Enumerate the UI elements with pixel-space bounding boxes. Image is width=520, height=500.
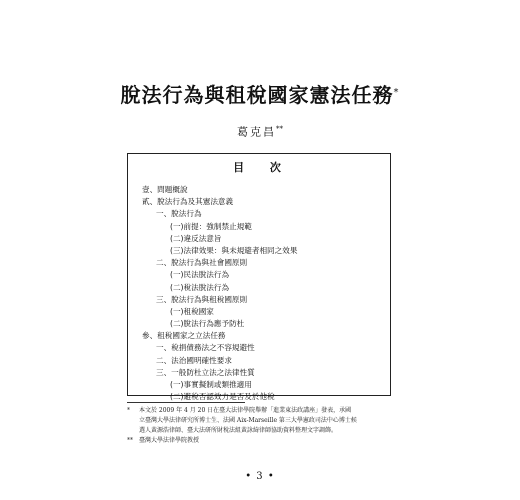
toc-entry: (一)事實擬制或類推適用: [170, 380, 252, 389]
footnote-line: [127, 436, 407, 446]
footnote-line: [127, 426, 407, 436]
toc-entry: (一)租稅國家: [170, 306, 214, 316]
toc-entry: (一)前提：強制禁止規範: [170, 221, 252, 231]
author-line: [0, 121, 520, 141]
toc-entry: (二)避稅否認效力是否及於他稅: [170, 392, 275, 402]
toc-entry: (三)法律效果：與未規避者相同之效果: [170, 245, 298, 255]
toc-entry: (二)稅法脫法行為: [170, 282, 230, 292]
article-title-text: 脫法行為與租稅國家憲法任務: [120, 83, 394, 107]
footnote-text: 立臺灣大學法律研究所博士生、法國 Aix-Marseille 第三大學憲政司法中心博士候: [139, 417, 357, 424]
toc-entry: 三、脫法行為與租稅國原則: [156, 294, 248, 304]
footnotes: [127, 406, 407, 446]
footnote-mark: *: [127, 407, 130, 414]
footnote-text: 本文於 2009 年 4 月 20 日在臺大法律學院舉辦「進業東法政講座」發表，承國: [139, 407, 352, 414]
toc-entry: (一)民法脫法行為: [170, 270, 230, 280]
toc-entry: 二、脫法行為與社會國原則: [156, 258, 248, 268]
footnote-line: [127, 406, 407, 416]
footnote-text: 臺灣大學法律學院教授: [139, 437, 200, 444]
footnote-mark: **: [127, 437, 133, 444]
toc-entry: 壹、問題概說: [142, 185, 188, 194]
footnote-divider: [127, 402, 245, 403]
toc-entry: 一、稅捐債務法之不容規避性: [156, 343, 255, 353]
toc-entry: (二)脫法行為應予防杜: [170, 319, 245, 329]
footnote-text: 選人黃源浩律師、臺大法研所財稅法組黃詠綺律師協助資料整理文字調飾。: [139, 427, 338, 434]
page-number: • 3 •: [245, 471, 275, 482]
author-footnote-mark: **: [276, 125, 283, 133]
toc-entry: 貳、脫法行為及其憲法意義: [142, 197, 234, 207]
toc-entry: 參、租稅國家之立法任務: [142, 331, 226, 341]
title-footnote-mark: *: [393, 87, 400, 98]
article-title: [0, 82, 520, 108]
toc-heading: 目 次: [233, 161, 285, 174]
toc-entry: 二、法治國明確性要求: [156, 355, 232, 365]
toc-list: [128, 184, 390, 403]
author-name: 葛克昌: [237, 125, 276, 139]
toc-entry: 一、脫法行為: [156, 209, 202, 219]
footnote-line: [127, 416, 407, 426]
toc-entry: (二)違反法意旨: [170, 233, 222, 243]
table-of-contents: [127, 153, 391, 402]
toc-entry: 三、一般防杜立法之法律性質: [156, 367, 255, 377]
